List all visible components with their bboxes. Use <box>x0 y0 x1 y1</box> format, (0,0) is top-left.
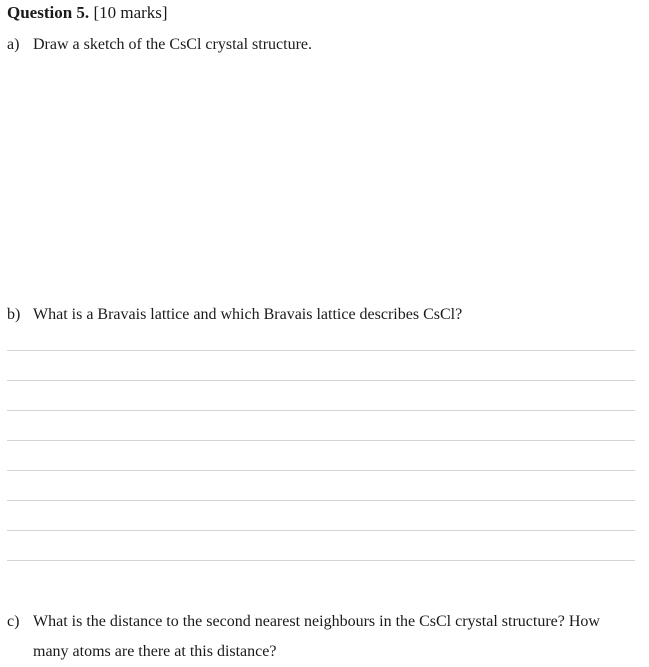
answer-line <box>7 530 635 531</box>
part-c <box>7 607 647 667</box>
question-header <box>7 3 168 23</box>
answer-line <box>7 440 635 441</box>
part-c-text-line2: many atoms are there at this distance? <box>33 643 277 660</box>
part-c-label: c) <box>7 613 20 630</box>
part-b-text: What is a Bravais lattice and which Bravais lattice describes CsCl? <box>33 306 463 323</box>
answer-line <box>7 470 635 471</box>
question-number: Question 5. <box>7 3 90 22</box>
part-b <box>7 305 462 325</box>
answer-line <box>7 560 635 561</box>
part-c-text-line1: What is the distance to the second nearest neighbours in the CsCl crystal structure? How <box>33 613 600 630</box>
part-a <box>7 35 312 55</box>
part-b-label: b) <box>7 306 21 323</box>
answer-line <box>7 350 635 351</box>
part-a-label: a) <box>7 36 20 53</box>
answer-lines <box>7 350 635 590</box>
part-a-text: Draw a sketch of the CsCl crystal structure. <box>33 36 313 53</box>
answer-line <box>7 380 635 381</box>
answer-line <box>7 410 635 411</box>
question-marks: [10 marks] <box>93 3 168 22</box>
answer-line <box>7 500 635 501</box>
